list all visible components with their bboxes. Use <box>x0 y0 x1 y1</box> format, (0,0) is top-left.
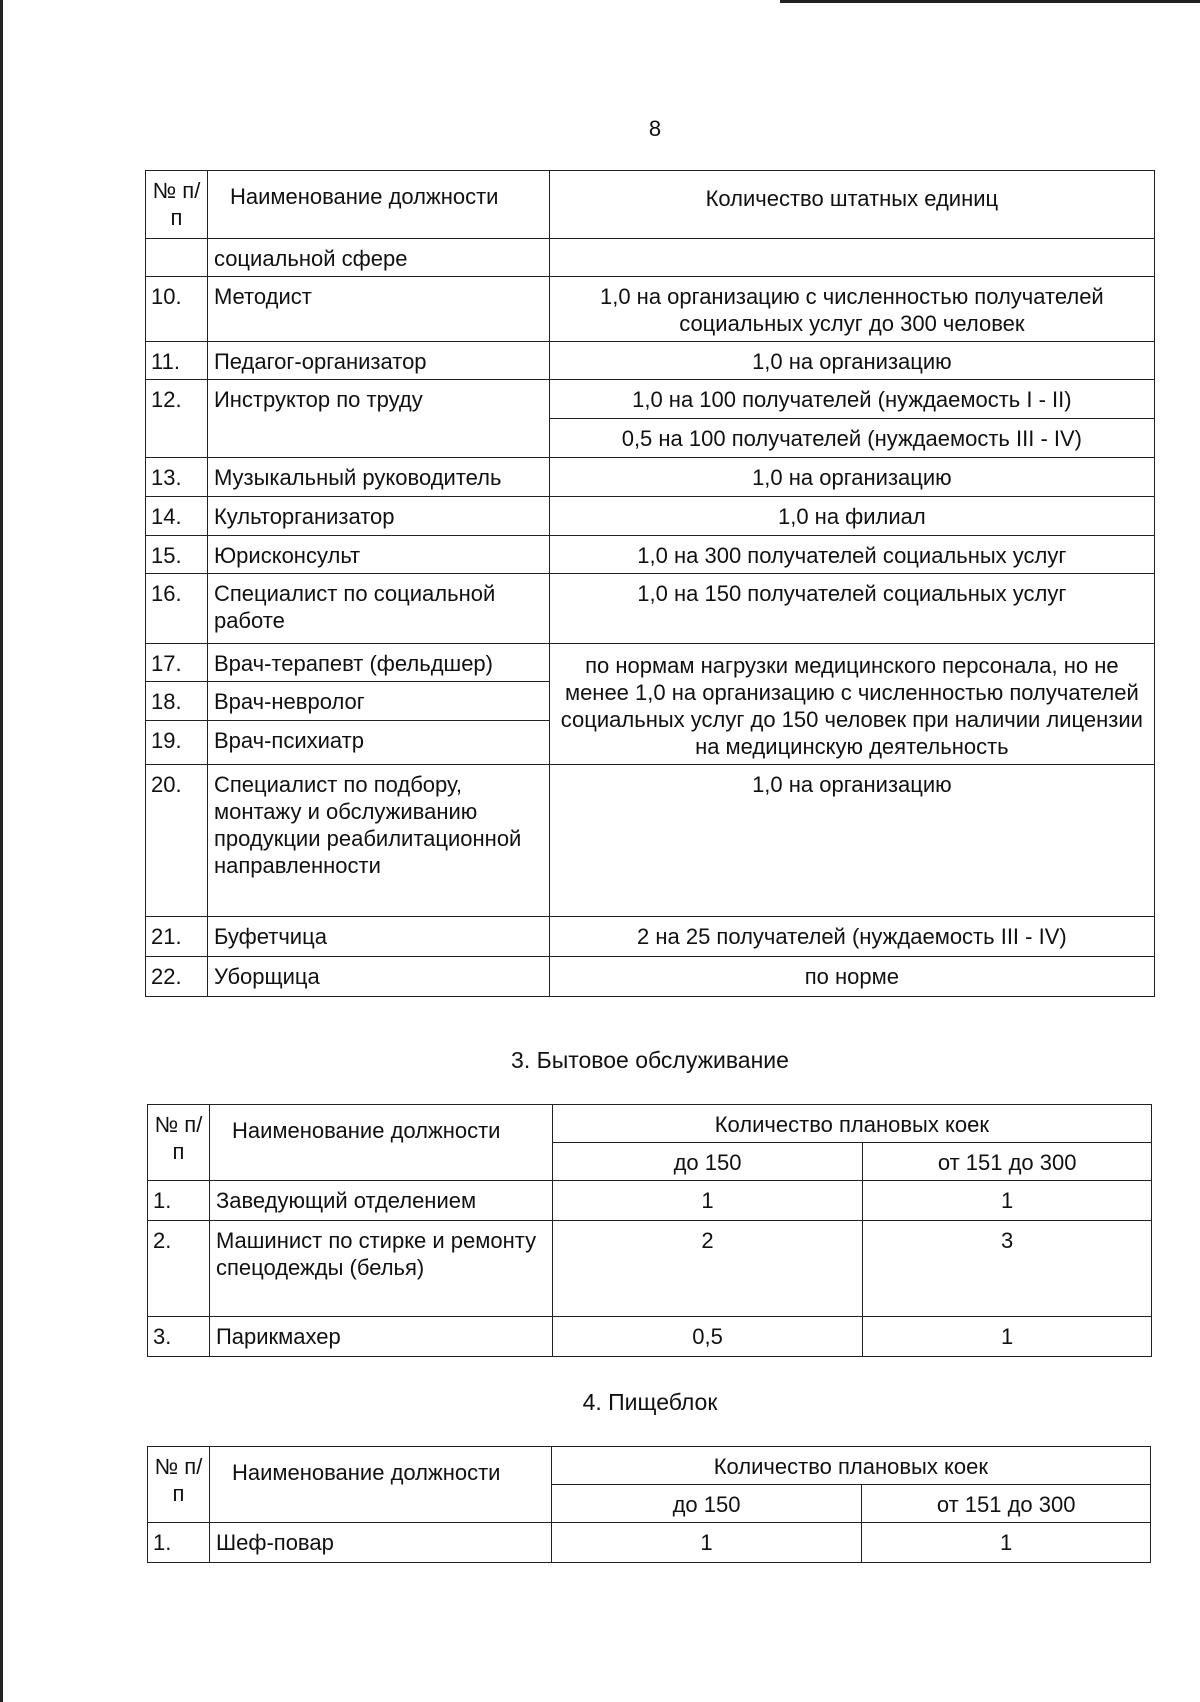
scan-edge-left <box>0 0 3 1702</box>
row-col1: 1 <box>551 1523 862 1563</box>
section-title-household: 3. Бытовое обслуживание <box>511 1047 789 1073</box>
table-row <box>146 342 1155 380</box>
header-name: Наименование должности <box>209 1447 551 1523</box>
row-num: 1. <box>148 1181 210 1221</box>
row-col2: 1 <box>863 1317 1152 1357</box>
row-value <box>549 239 1154 277</box>
row-name: Специалист по подбору, монтажу и обслуживанию продукции реабилитационной направленности <box>207 765 549 917</box>
kitchen-table <box>147 1446 1151 1563</box>
row-col2: 1 <box>863 1181 1152 1221</box>
table-row <box>146 765 1155 917</box>
header-col1: до 150 <box>551 1485 862 1523</box>
row-value: 1,0 на филиал <box>549 497 1154 536</box>
header-count: Количество штатных единиц <box>549 171 1154 239</box>
row-num: 2. <box>148 1221 210 1317</box>
table-row <box>148 1317 1152 1357</box>
header-col2: от 151 до 300 <box>862 1485 1151 1523</box>
table-row <box>146 458 1155 497</box>
row-num: 20. <box>146 765 208 917</box>
row-value-secondary: 0,5 на 100 получателей (нуждаемость III - IV) <box>549 419 1154 458</box>
header-name: Наименование должности <box>207 171 549 239</box>
row-col2: 1 <box>862 1523 1151 1563</box>
table-row <box>146 277 1155 342</box>
row-num <box>146 239 208 277</box>
row-name: Уборщица <box>207 957 549 997</box>
row-num: 1. <box>148 1523 210 1563</box>
row-value: по норме <box>549 957 1154 997</box>
row-num: 21. <box>146 917 208 957</box>
header-group: Количество плановых коек <box>552 1105 1151 1143</box>
row-num: 12. <box>146 380 208 458</box>
row-num: 13. <box>146 458 208 497</box>
row-num: 14. <box>146 497 208 536</box>
row-name: Инструктор по труду <box>207 380 549 458</box>
table-header-row <box>148 1105 1152 1143</box>
row-value: 1,0 на организацию <box>549 765 1154 917</box>
table-row <box>148 1523 1151 1563</box>
header-col2: от 151 до 300 <box>863 1143 1152 1181</box>
row-value: 1,0 на организацию <box>549 458 1154 497</box>
table-row <box>148 1221 1152 1317</box>
row-col2: 3 <box>863 1221 1152 1317</box>
table-row <box>146 239 1155 277</box>
row-name: Культорганизатор <box>207 497 549 536</box>
row-name: Врач-невролог <box>207 682 549 720</box>
row-value: 1,0 на организацию <box>549 342 1154 380</box>
header-num: № п/п <box>148 1105 210 1181</box>
row-value: 1,0 на организацию с численностью получателей социальных услуг до 300 человек <box>549 277 1154 342</box>
staff-table <box>145 170 1155 997</box>
table-header-row <box>146 171 1155 239</box>
row-value: 1,0 на 150 получателей социальных услуг <box>549 574 1154 644</box>
row-value: 1,0 на 100 получателей (нуждаемость I - II) <box>549 380 1154 419</box>
row-num: 11. <box>146 342 208 380</box>
row-num: 10. <box>146 277 208 342</box>
row-name: Врач-психиатр <box>207 720 549 764</box>
row-num: 3. <box>148 1317 210 1357</box>
row-num: 19. <box>146 720 208 764</box>
table-row <box>146 536 1155 574</box>
row-name: Шеф-повар <box>209 1523 551 1563</box>
row-num: 15. <box>146 536 208 574</box>
row-col1: 0,5 <box>552 1317 863 1357</box>
row-value: 1,0 на 300 получателей социальных услуг <box>549 536 1154 574</box>
row-name: Юрисконсульт <box>207 536 549 574</box>
table-row <box>146 957 1155 997</box>
table-row <box>146 917 1155 957</box>
row-num: 17. <box>146 644 208 682</box>
header-group: Количество плановых коек <box>551 1447 1150 1485</box>
row-num: 18. <box>146 682 208 720</box>
household-table <box>147 1104 1152 1357</box>
row-name: Заведующий отделением <box>209 1181 552 1221</box>
row-name: Врач-терапевт (фельдшер) <box>207 644 549 682</box>
section-title-kitchen: 4. Пищеблок <box>582 1389 718 1415</box>
header-num: № п/п <box>148 1447 210 1523</box>
row-name: Буфетчица <box>207 917 549 957</box>
header-num: № п/п <box>146 171 208 239</box>
row-name: Методист <box>207 277 549 342</box>
row-name: Специалист по социальной работе <box>207 574 549 644</box>
row-name: Педагог-организатор <box>207 342 549 380</box>
row-name: Машинист по стирке и ремонту спецодежды (белья) <box>209 1221 552 1317</box>
scan-edge-top <box>780 0 1200 3</box>
row-name: социальной сфере <box>207 239 549 277</box>
table-row <box>148 1181 1152 1221</box>
page-number: 8 <box>648 116 662 141</box>
row-col1: 1 <box>552 1181 863 1221</box>
row-name: Парикмахер <box>209 1317 552 1357</box>
row-col1: 2 <box>552 1221 863 1317</box>
table-header-row <box>148 1447 1151 1485</box>
header-name: Наименование должности <box>209 1105 552 1181</box>
row-value: 2 на 25 получателей (нуждаемость III - IV) <box>549 917 1154 957</box>
row-num: 16. <box>146 574 208 644</box>
table-row <box>146 644 1155 682</box>
row-value-merged: по нормам нагрузки медицинского персонала, но не менее 1,0 на организацию с численностью получателей социальных услуг до 150 человек при наличии лицензии на медицинскую деятельность <box>549 644 1154 765</box>
table-row <box>146 380 1155 419</box>
header-col1: до 150 <box>552 1143 863 1181</box>
row-num: 22. <box>146 957 208 997</box>
row-name: Музыкальный руководитель <box>207 458 549 497</box>
table-row <box>146 497 1155 536</box>
table-row <box>146 574 1155 644</box>
